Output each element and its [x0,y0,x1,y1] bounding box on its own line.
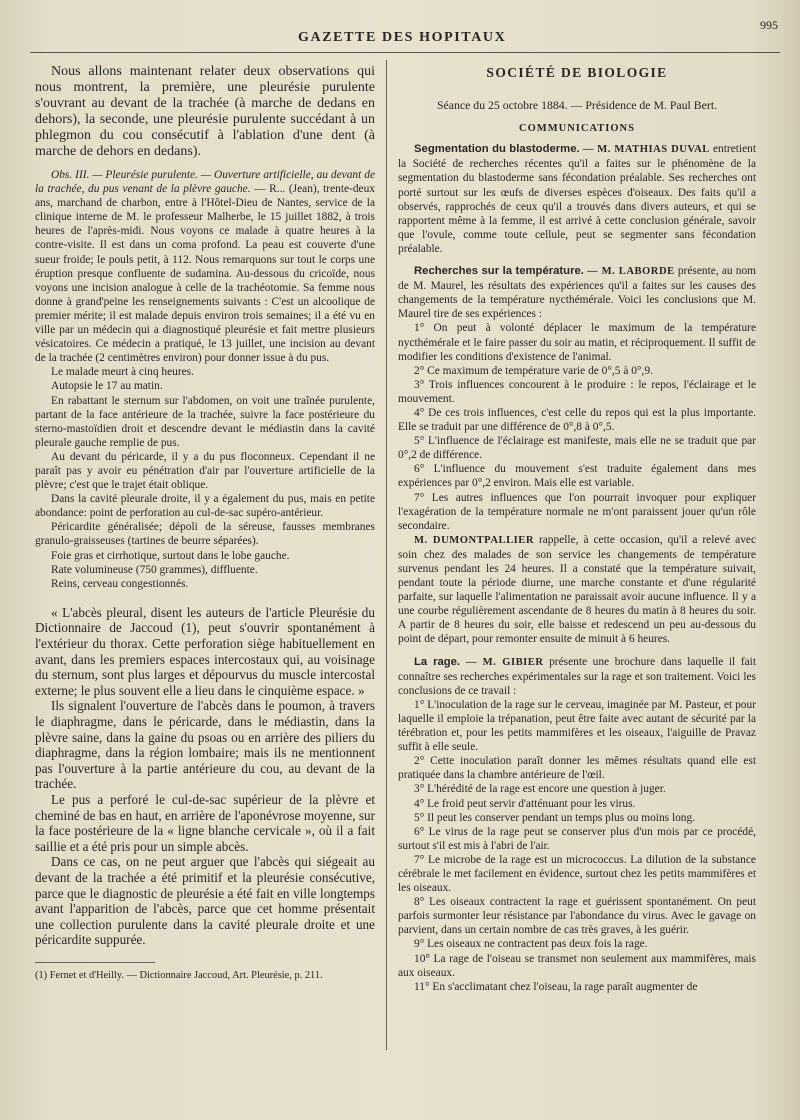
footnote-rule [35,962,155,963]
discussion-paragraph: Le pus a perforé le cul-de-sac supérieur de la plèvre et cheminé de bas en haut, en arrière de l'aponévrose moyenne, sur la face postérieure de la « ligne blanche cervicale », où il a fait saillie et a été pris pour un simple abcès. [35,791,375,854]
entry-author: — M. GIBIER [465,656,544,668]
conclusion-item: 7° Les autres influences que l'on pourrait invoquer pour expliquer l'exagération de la température normale ne m'ont paraissent jouer qu'un rôle secondaire. [398,491,756,532]
conclusion-item: 4° Le froid peut servir d'atténuant pour les virus. [414,797,636,810]
conclusion-item: 5° L'influence de l'éclairage est manifeste, mais elle ne se traduit que par 0°,2 de différence. [398,435,756,462]
body-paragraph: Rate volumineuse (750 grammes), diffluente. [51,563,258,576]
conclusion-item: 9° Les oiseaux ne contractent pas deux fois la rage. [414,938,648,951]
entry-author: M. DUMONTPALLIER [414,534,534,546]
entry-paragraph [398,142,756,256]
footnote: (1) Fernet et d'Heilly. — Dictionnaire Jaccoud, Art. Pleurésie, p. 211. [35,969,323,981]
session-line: Séance du 25 octobre 1884. — Présidence de M. Paul Bert. [436,98,718,113]
page-header [30,14,780,54]
conclusion-item: 3° Trois influences concourent à le produire : le repos, l'éclairage et le mouvement. [398,378,756,405]
entry-paragraph [398,533,756,647]
discussion-paragraph: Dans ce cas, on ne peut arguer que l'abcès qui siégeait au devant de la trachée a été primitif et la pleurésie consécutive, parce que le diagnostic de pleurésie a été fait en ville longtemps avant l'apparition de l'abcès, parce que cet homme présentait une collection purulente dans la cavité pleurale droite et une péricardite suppurée. [35,854,375,948]
entry-text: présente, au nom de M. Maurel, les résultats des expériences qu'il a faites sur les causes des changements de la température nycthémérale. Voici les conclusions que M. Maurel tire de ses expériences : [398,265,756,321]
discussion-paragraph: Ils signalent l'ouverture de l'abcès dans le poumon, à travers le diaphragme, dans le péricarde, dans le médiastin, dans la plèvre saine, dans la gaine du psoas ou en arrière des piliers du diaphragme, dans la région lombaire; mais ils ne mentionnent pas l'ouverture à la partie antérieure du cou, au devant de la trachée. [35,698,375,792]
conclusion-item: 2° Cette inoculation paraît donner les mêmes résultats quand elle est pratiquée dans la chambre antérieure de l'œil. [398,755,756,782]
body-paragraph: Autopsie le 17 au matin. [51,380,163,393]
conclusion-item: 2° Ce maximum de température varie de 0°,5 à 0°,9. [414,364,653,377]
body-paragraph: Péricardite généralisée; dépoli de la séreuse, fausses membranes granulo-graisseuses (tartines de beurre séparées). [35,521,375,548]
header-rule [30,52,780,53]
entry-paragraph [398,655,756,698]
conclusion-item: 1° On peut à volonté déplacer le maximum de la température nycthémérale et le faire passer du soir au matin, et réciproquement. Il suffit de modifier les conditions d'existence de l'animal. [398,322,756,363]
conclusion-item: 4° De ces trois influences, c'est celle du repos qui est la plus importante. Elle se traduit par une différence de 0°,8 à 0°,5. [398,406,756,434]
body-paragraph: Foie gras et cirrhotique, surtout dans le lobe gauche. [51,549,290,562]
conclusion-item: 5° Il peut les conserver pendant un temps plus ou moins long. [414,811,696,824]
body-paragraph: Dans la cavité pleurale droite, il y a également du pus, mais en petite abondance: point de perforation au cul-de-sac supéro-antérieur. [35,493,375,520]
communication-entry [398,264,756,647]
communication-entry [398,655,756,994]
right-column [398,64,756,1002]
column-divider [386,60,387,1050]
conclusion-item: 10° La rage de l'oiseau se transmet non seulement aux mammifères, mais aux oiseaux. [398,952,756,979]
entry-title: La rage. [414,655,461,668]
running-title: GAZETTE DES HOPITAUX [298,30,507,45]
entry-text: entretient la Société de recherches récentes qu'il a faites sur le phénomène de la segmentation du blastoderme sans fécondation préalable. Ses recherches ont porté surtout sur les œufs de diverses espèces d'oiseaux. Des faits qu'il a observés, rapprochés de ceux qu'il a trouvés dans divers auteurs, et qui se rapportent même à la femme, il est arrivé à cette conclusion générale, savoir que l'ovule, comme toute cellule, peut se segmenter sans fécondation préalable. [398,143,756,255]
conclusion-item: 8° Les oiseaux contractent la rage et guérissent spontanément. On peut parfois surmonter leur résistance par l'abondance du virus. Avec le gavage on parvient, dans un certain nombre de cas très graves, à les guérir. [398,896,756,937]
intro-paragraph: Nous allons maintenant relater deux observations qui nous montrent, la première, une pleurésie purulente s'ouvrant au devant de la trachée (à marche de dedans en dehors), la seconde, une pleurésie purulente succédant à un phlegmon du cou consécutif à l'ablation d'une dent (à marche de dehors en dedans). [35,64,375,159]
conclusion-item: 6° L'influence du mouvement s'est traduite également dans mes expériences par 0°,2 environ. Mais elle est variable. [398,463,756,490]
discussion-block [35,605,375,948]
body-paragraph: Reins, cerveau congestionnés. [51,577,189,590]
entry-author: — M. LABORDE [587,266,675,278]
observation-paragraph [35,168,375,365]
communications-heading: COMMUNICATIONS [519,123,635,135]
body-paragraph: En rabattant le sternum sur l'abdomen, on voit une traînée purulente, partant de la face antérieure de la trachée, suivre la face postérieure du sterno-mastoïdien droit et descendre devant le médiastin dans la cavité pleurale gauche remplie de pus. [35,394,375,449]
entry-author: — M. MATHIAS DUVAL [582,144,710,156]
conclusion-item: 1° L'inoculation de la rage sur le cerveau, imaginée par M. Pasteur, et pour laquelle il emploie la trépanation, peut être faite avec autant de sécurité par la térébration et, pour les petits mammifères et les oiseaux, l'aiguille de Pravaz suffit à elle seule. [398,698,756,754]
communication-entry [398,142,756,256]
body-paragraph: Le malade meurt à cinq heures. [51,366,194,379]
quote-paragraph: « L'abcès pleural, disent les auteurs de l'article Pleurésie du Dictionnaire de Jaccoud (1), peut s'ouvrir spontanément à l'extérieur du thorax. Cette perforation siège habituellement en avant, dans les premiers espaces intercostaux qui, au voisinage du sternum, sont plus larges et dépourvus du muscle intercostal externe; le plus souvent elle a lieu dans le cinquième espace. » [35,604,375,698]
entry-title: Segmentation du blastoderme. [414,143,580,156]
conclusion-item: 7° Le microbe de la rage est un micrococcus. La dilution de la substance cérébrale le met facilement en évidence, surtout chez les petits mammifères et les oiseaux. [398,853,756,895]
entry-paragraph [398,264,756,321]
body-paragraph: Au devant du péricarde, il y a du pus floconneux. Cependant il ne paraît pas y avoir eu pénétration d'air par l'ouverture artificielle de la plèvre; c'est que le trajet était oblique. [35,450,375,492]
entry-title: Recherches sur la température. [414,265,584,278]
entry-text: rappelle, à cette occasion, qu'il a relevé avec soin chez des malades de son service les changements de température survenus pendant les 24 heures. Il a constaté que la température suivait, pendant toute la période diurne, une marche constante et d'une régularité parfaite, sur laquelle l'alimentation ne paraissait avoir aucune influence. Il y a une courbe régulièrement ascendante de 8 heures du matin à 8 heures du soir. A partir de 8 heures du soir, elle baisse et redescend un peu au-dessous du point de départ, pour remonter ensuite de minuit à 6 heures. [398,533,756,646]
conclusion-item: 6° Le virus de la rage peut se conserver plus d'un mois par ce procédé, surtout s'il est mis à l'abri de l'air. [398,825,756,852]
observation-text: — R... (Jean), trente-deux ans, marchand de charbon, entre à l'Hôtel-Dieu de Nantes, service de la clinique interne de M. le professeur Malherbe, le 15 juillet 1882, à trois heures de l'après-midi. Nous voyons ce malade à quatre heures à la contre-visite. Il est dans un coma profond. La peau est couverte d'une sueur froide; le pouls petit, à 112. Nous remarquons sur tout le corps une éruption presque confluente de sudamina. Au-dessous du cricoïde, nous voyons une incision analogue à celle de la trachéotomie. Sa femme nous donne à grand'peine les renseignements suivants : C'est un alcoolique de premier mérite; il est malade depuis environ trois semaines; il a été vu en ville par un médecin qui a diagnostiqué pleurésie et fait mettre plusieurs vésicatoires. Ce médecin a pratiqué, le 13 juillet, une incision au devant de la trachée (2 centimètres environ) pour donner issue à du pus. [35,183,375,365]
section-title: SOCIÉTÉ DE BIOLOGIE [486,65,668,80]
conclusion-item: 3° L'hérédité de la rage est encore une question à juger. [414,783,666,796]
page-number: 995 [760,18,778,32]
conclusion-item: 11° En s'acclimatant chez l'oiseau, la rage paraît augmenter de [414,980,698,993]
observation-heading: Obs. III. — Pleurésie purulente. — Ouverture artificielle, au devant de la trachée, du pus venant de la plèvre gauche. [35,169,375,196]
entry-text: présente une brochure dans laquelle il fait connaître ses recherches expérimentales sur la rage et son traitement. Voici les conclusions de ce travail : [398,655,756,697]
left-column [35,64,375,983]
